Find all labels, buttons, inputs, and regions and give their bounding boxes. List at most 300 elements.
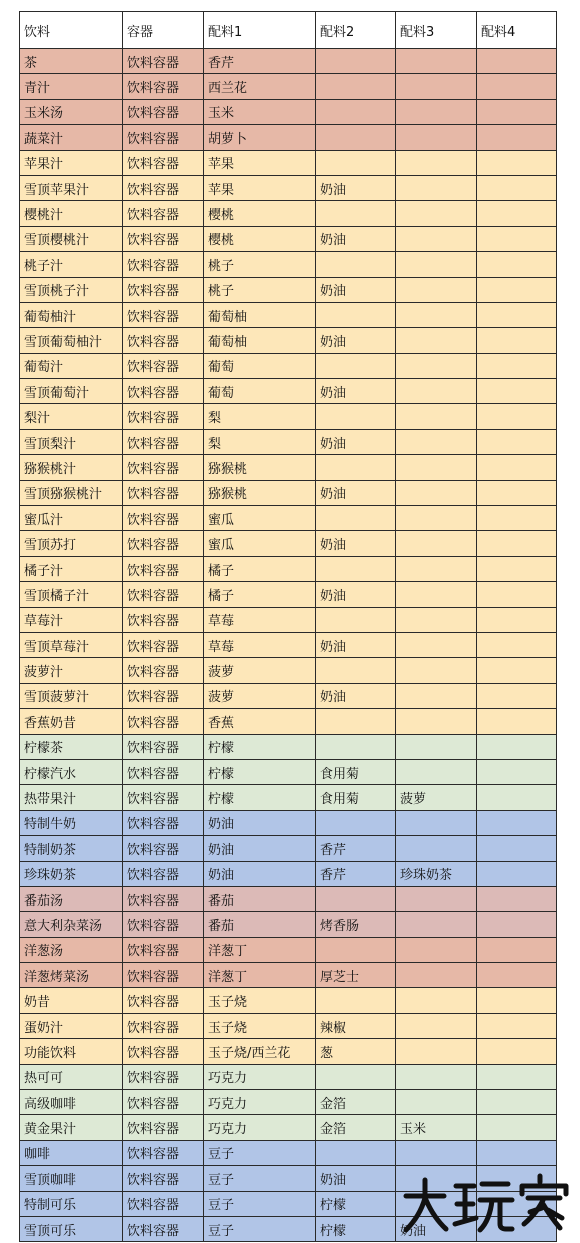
drink-cell: 特制牛奶 [20, 810, 123, 835]
header-cell: 配料2 [316, 12, 396, 49]
table-row [20, 404, 557, 429]
ingredient3-cell [396, 607, 477, 632]
container-cell: 饮料容器 [123, 1090, 204, 1115]
ingredient2-cell [316, 607, 396, 632]
ingredient3-cell [396, 709, 477, 734]
ingredient3-cell [396, 429, 477, 454]
ingredient1-cell: 玉米 [204, 99, 316, 124]
drink-cell: 菠萝汁 [20, 658, 123, 683]
drink-cell: 黄金果汁 [20, 1115, 123, 1140]
ingredient2-cell: 奶油 [316, 328, 396, 353]
ingredient2-cell [316, 709, 396, 734]
ingredient4-cell [477, 810, 557, 835]
ingredient3-cell [396, 963, 477, 988]
ingredient4-cell [477, 404, 557, 429]
ingredient2-cell [316, 74, 396, 99]
container-cell: 饮料容器 [123, 810, 204, 835]
table-row [20, 302, 557, 327]
ingredient2-cell: 柠檬 [316, 1191, 396, 1216]
container-cell: 饮料容器 [123, 125, 204, 150]
table-row [20, 125, 557, 150]
ingredient3-cell: 奶油 [396, 1216, 477, 1241]
ingredient4-cell [477, 709, 557, 734]
table-row [20, 683, 557, 708]
ingredient2-cell: 厚芝士 [316, 963, 396, 988]
table-row [20, 810, 557, 835]
table-row [20, 658, 557, 683]
table-row [20, 1090, 557, 1115]
container-cell: 饮料容器 [123, 709, 204, 734]
container-cell: 饮料容器 [123, 556, 204, 581]
ingredient4-cell [477, 531, 557, 556]
ingredient4-cell [477, 912, 557, 937]
container-cell: 饮料容器 [123, 404, 204, 429]
table-row [20, 252, 557, 277]
ingredient2-cell [316, 353, 396, 378]
container-cell: 饮料容器 [123, 1191, 204, 1216]
container-cell: 饮料容器 [123, 379, 204, 404]
table-row [20, 74, 557, 99]
ingredient2-cell: 葱 [316, 1039, 396, 1064]
container-cell: 饮料容器 [123, 1140, 204, 1165]
ingredient4-cell [477, 1115, 557, 1140]
table-row [20, 759, 557, 784]
ingredient3-cell [396, 379, 477, 404]
ingredient1-cell: 巧克力 [204, 1064, 316, 1089]
ingredient3-cell [396, 302, 477, 327]
ingredient4-cell [477, 49, 557, 74]
ingredient1-cell: 梨 [204, 404, 316, 429]
drink-cell: 雪顶苹果汁 [20, 175, 123, 200]
drink-cell: 高级咖啡 [20, 1090, 123, 1115]
ingredient2-cell: 奶油 [316, 429, 396, 454]
ingredient1-cell: 奶油 [204, 810, 316, 835]
ingredient4-cell [477, 353, 557, 378]
container-cell: 饮料容器 [123, 1216, 204, 1241]
ingredient4-cell [477, 379, 557, 404]
ingredient4-cell [477, 1013, 557, 1038]
ingredient3-cell: 玉米 [396, 1115, 477, 1140]
drink-cell: 葡萄柚汁 [20, 302, 123, 327]
ingredient1-cell: 番茄 [204, 886, 316, 911]
ingredient2-cell: 奶油 [316, 226, 396, 251]
header-cell: 配料3 [396, 12, 477, 49]
drink-cell: 梨汁 [20, 404, 123, 429]
ingredient2-cell [316, 125, 396, 150]
container-cell: 饮料容器 [123, 861, 204, 886]
ingredient1-cell: 西兰花 [204, 74, 316, 99]
container-cell: 饮料容器 [123, 912, 204, 937]
ingredient2-cell: 奶油 [316, 632, 396, 657]
ingredient1-cell: 柠檬 [204, 734, 316, 759]
ingredient1-cell: 菠萝 [204, 683, 316, 708]
table-row [20, 607, 557, 632]
ingredient1-cell: 柠檬 [204, 785, 316, 810]
container-cell: 饮料容器 [123, 226, 204, 251]
ingredient4-cell [477, 886, 557, 911]
drink-cell: 樱桃汁 [20, 201, 123, 226]
ingredient1-cell: 桃子 [204, 277, 316, 302]
table-row [20, 734, 557, 759]
table-row [20, 582, 557, 607]
ingredient1-cell: 樱桃 [204, 226, 316, 251]
ingredient3-cell [396, 531, 477, 556]
ingredient2-cell [316, 49, 396, 74]
ingredient3-cell [396, 683, 477, 708]
ingredient4-cell [477, 632, 557, 657]
ingredient3-cell [396, 74, 477, 99]
ingredient4-cell [477, 277, 557, 302]
table-row [20, 455, 557, 480]
drink-cell: 功能饮料 [20, 1039, 123, 1064]
ingredient3-cell [396, 99, 477, 124]
table-row [20, 429, 557, 454]
ingredient3-cell [396, 506, 477, 531]
ingredient4-cell [477, 455, 557, 480]
table-row [20, 175, 557, 200]
table-row [20, 886, 557, 911]
drink-cell: 柠檬茶 [20, 734, 123, 759]
ingredient4-cell [477, 226, 557, 251]
drink-cell: 奶昔 [20, 988, 123, 1013]
ingredient1-cell: 梨 [204, 429, 316, 454]
ingredient4-cell [477, 252, 557, 277]
ingredient3-cell [396, 1064, 477, 1089]
ingredient1-cell: 柠檬 [204, 759, 316, 784]
ingredient4-cell [477, 125, 557, 150]
ingredient2-cell [316, 1064, 396, 1089]
ingredient1-cell: 桃子 [204, 252, 316, 277]
ingredient3-cell [396, 277, 477, 302]
drink-cell: 雪顶樱桃汁 [20, 226, 123, 251]
ingredient1-cell: 胡萝卜 [204, 125, 316, 150]
drink-cell: 热可可 [20, 1064, 123, 1089]
ingredient2-cell [316, 404, 396, 429]
ingredient2-cell: 香芹 [316, 861, 396, 886]
table-row [20, 1013, 557, 1038]
ingredient2-cell: 食用菊 [316, 759, 396, 784]
ingredient1-cell: 橘子 [204, 582, 316, 607]
header-row [20, 12, 557, 49]
ingredient4-cell [477, 556, 557, 581]
ingredient1-cell: 奶油 [204, 861, 316, 886]
ingredient2-cell: 辣椒 [316, 1013, 396, 1038]
table-row [20, 531, 557, 556]
ingredient1-cell: 玉子烧 [204, 1013, 316, 1038]
drink-cell: 雪顶葡萄柚汁 [20, 328, 123, 353]
ingredient1-cell: 豆子 [204, 1191, 316, 1216]
ingredient3-cell [396, 582, 477, 607]
ingredient1-cell: 巧克力 [204, 1115, 316, 1140]
ingredient2-cell [316, 988, 396, 1013]
ingredient3-cell [396, 810, 477, 835]
table-row [20, 1064, 557, 1089]
drink-cell: 雪顶苏打 [20, 531, 123, 556]
ingredient4-cell [477, 658, 557, 683]
ingredient1-cell: 巧克力 [204, 1090, 316, 1115]
ingredient1-cell: 豆子 [204, 1166, 316, 1191]
ingredient4-cell [477, 150, 557, 175]
ingredient4-cell [477, 785, 557, 810]
container-cell: 饮料容器 [123, 531, 204, 556]
ingredient1-cell: 苹果 [204, 150, 316, 175]
container-cell: 饮料容器 [123, 99, 204, 124]
ingredient1-cell: 葡萄柚 [204, 328, 316, 353]
container-cell: 饮料容器 [123, 328, 204, 353]
container-cell: 饮料容器 [123, 175, 204, 200]
drink-cell: 雪顶草莓汁 [20, 632, 123, 657]
drink-cell: 珍珠奶茶 [20, 861, 123, 886]
recipe-table [19, 11, 557, 1242]
ingredient3-cell [396, 988, 477, 1013]
container-cell: 饮料容器 [123, 277, 204, 302]
container-cell: 饮料容器 [123, 1115, 204, 1140]
container-cell: 饮料容器 [123, 429, 204, 454]
container-cell: 饮料容器 [123, 74, 204, 99]
ingredient4-cell [477, 302, 557, 327]
drink-cell: 番茄汤 [20, 886, 123, 911]
ingredient1-cell: 草莓 [204, 607, 316, 632]
ingredient4-cell [477, 328, 557, 353]
ingredient2-cell: 柠檬 [316, 1216, 396, 1241]
ingredient4-cell [477, 1090, 557, 1115]
ingredient2-cell: 奶油 [316, 379, 396, 404]
container-cell: 饮料容器 [123, 632, 204, 657]
table-row [20, 480, 557, 505]
ingredient4-cell [477, 963, 557, 988]
ingredient1-cell: 橘子 [204, 556, 316, 581]
ingredient4-cell [477, 429, 557, 454]
container-cell: 饮料容器 [123, 150, 204, 175]
ingredient2-cell: 奶油 [316, 175, 396, 200]
drink-cell: 雪顶橘子汁 [20, 582, 123, 607]
ingredient4-cell [477, 74, 557, 99]
ingredient3-cell [396, 455, 477, 480]
ingredient1-cell: 葡萄柚 [204, 302, 316, 327]
ingredient2-cell [316, 201, 396, 226]
container-cell: 饮料容器 [123, 480, 204, 505]
ingredient3-cell [396, 175, 477, 200]
ingredient2-cell: 金箔 [316, 1090, 396, 1115]
ingredient2-cell: 奶油 [316, 531, 396, 556]
ingredient1-cell: 洋葱丁 [204, 937, 316, 962]
drink-cell: 蛋奶汁 [20, 1013, 123, 1038]
ingredient4-cell [477, 582, 557, 607]
ingredient3-cell [396, 226, 477, 251]
ingredient4-cell [477, 988, 557, 1013]
ingredient2-cell: 奶油 [316, 1166, 396, 1191]
ingredient3-cell [396, 1039, 477, 1064]
container-cell: 饮料容器 [123, 607, 204, 632]
container-cell: 饮料容器 [123, 1013, 204, 1038]
header-cell: 容器 [123, 12, 204, 49]
ingredient2-cell [316, 506, 396, 531]
table-row [20, 963, 557, 988]
container-cell: 饮料容器 [123, 582, 204, 607]
ingredient1-cell: 蜜瓜 [204, 506, 316, 531]
ingredient3-cell [396, 556, 477, 581]
drink-cell: 洋葱烤菜汤 [20, 963, 123, 988]
ingredient2-cell: 奶油 [316, 277, 396, 302]
ingredient1-cell: 洋葱丁 [204, 963, 316, 988]
drink-cell: 雪顶咖啡 [20, 1166, 123, 1191]
ingredient4-cell [477, 506, 557, 531]
ingredient3-cell [396, 658, 477, 683]
container-cell: 饮料容器 [123, 201, 204, 226]
ingredient3-cell [396, 49, 477, 74]
table-row [20, 912, 557, 937]
ingredient3-cell [396, 150, 477, 175]
ingredient3-cell [396, 252, 477, 277]
ingredient4-cell [477, 607, 557, 632]
ingredient3-cell [396, 201, 477, 226]
container-cell: 饮料容器 [123, 506, 204, 531]
ingredient2-cell: 香芹 [316, 836, 396, 861]
drink-cell: 雪顶桃子汁 [20, 277, 123, 302]
ingredient3-cell [396, 1090, 477, 1115]
drink-cell: 茶 [20, 49, 123, 74]
header-cell: 饮料 [20, 12, 123, 49]
ingredient4-cell [477, 201, 557, 226]
ingredient2-cell [316, 734, 396, 759]
ingredient3-cell [396, 759, 477, 784]
ingredient1-cell: 番茄 [204, 912, 316, 937]
ingredient4-cell [477, 937, 557, 962]
ingredient2-cell [316, 1140, 396, 1165]
ingredient2-cell [316, 937, 396, 962]
ingredient4-cell [477, 734, 557, 759]
ingredient4-cell [477, 683, 557, 708]
ingredient4-cell [477, 480, 557, 505]
ingredient1-cell: 葡萄 [204, 379, 316, 404]
drink-cell: 雪顶猕猴桃汁 [20, 480, 123, 505]
ingredient3-cell [396, 836, 477, 861]
ingredient4-cell [477, 759, 557, 784]
ingredient3-cell: 珍珠奶茶 [396, 861, 477, 886]
drink-cell: 猕猴桃汁 [20, 455, 123, 480]
drink-cell: 热带果汁 [20, 785, 123, 810]
ingredient3-cell: 菠萝 [396, 785, 477, 810]
ingredient1-cell: 猕猴桃 [204, 455, 316, 480]
table-body [20, 49, 557, 1242]
table-row [20, 379, 557, 404]
table-row [20, 150, 557, 175]
table-row [20, 1039, 557, 1064]
drink-cell: 特制奶茶 [20, 836, 123, 861]
ingredient2-cell: 奶油 [316, 480, 396, 505]
drink-cell: 雪顶可乐 [20, 1216, 123, 1241]
ingredient2-cell [316, 302, 396, 327]
ingredient1-cell: 苹果 [204, 175, 316, 200]
table-row [20, 277, 557, 302]
ingredient3-cell [396, 1140, 477, 1165]
ingredient4-cell [477, 836, 557, 861]
ingredient1-cell: 香芹 [204, 49, 316, 74]
ingredient2-cell [316, 810, 396, 835]
ingredient2-cell [316, 150, 396, 175]
table-row [20, 1115, 557, 1140]
watermark-logo [400, 1172, 570, 1236]
table-row [20, 988, 557, 1013]
table-row [20, 226, 557, 251]
ingredient1-cell: 菠萝 [204, 658, 316, 683]
ingredient4-cell [477, 861, 557, 886]
table-row [20, 99, 557, 124]
ingredient3-cell [396, 632, 477, 657]
ingredient2-cell [316, 886, 396, 911]
ingredient1-cell: 豆子 [204, 1216, 316, 1241]
ingredient1-cell: 玉子烧/西兰花 [204, 1039, 316, 1064]
ingredient2-cell [316, 455, 396, 480]
header-cell: 配料1 [204, 12, 316, 49]
container-cell: 饮料容器 [123, 1166, 204, 1191]
drink-cell: 雪顶葡萄汁 [20, 379, 123, 404]
container-cell: 饮料容器 [123, 49, 204, 74]
ingredient2-cell [316, 658, 396, 683]
ingredient1-cell: 猕猴桃 [204, 480, 316, 505]
table-row [20, 328, 557, 353]
ingredient4-cell [477, 175, 557, 200]
drink-cell: 咖啡 [20, 1140, 123, 1165]
ingredient4-cell [477, 1039, 557, 1064]
drink-cell: 蜜瓜汁 [20, 506, 123, 531]
ingredient1-cell: 樱桃 [204, 201, 316, 226]
container-cell: 饮料容器 [123, 836, 204, 861]
ingredient1-cell: 草莓 [204, 632, 316, 657]
drink-cell: 雪顶菠萝汁 [20, 683, 123, 708]
ingredient3-cell [396, 937, 477, 962]
ingredient2-cell: 金箔 [316, 1115, 396, 1140]
table-row [20, 709, 557, 734]
ingredient2-cell: 食用菊 [316, 785, 396, 810]
ingredient3-cell [396, 125, 477, 150]
drink-cell: 洋葱汤 [20, 937, 123, 962]
drink-cell: 玉米汤 [20, 99, 123, 124]
ingredient2-cell: 奶油 [316, 683, 396, 708]
drink-cell: 桃子汁 [20, 252, 123, 277]
drink-cell: 蔬菜汁 [20, 125, 123, 150]
container-cell: 饮料容器 [123, 759, 204, 784]
container-cell: 饮料容器 [123, 1064, 204, 1089]
ingredient4-cell [477, 99, 557, 124]
container-cell: 饮料容器 [123, 302, 204, 327]
table-row [20, 201, 557, 226]
drink-cell: 葡萄汁 [20, 353, 123, 378]
ingredient1-cell: 奶油 [204, 836, 316, 861]
table-row [20, 506, 557, 531]
drink-cell: 橘子汁 [20, 556, 123, 581]
drink-cell: 柠檬汽水 [20, 759, 123, 784]
ingredient2-cell [316, 252, 396, 277]
ingredient3-cell [396, 912, 477, 937]
ingredient2-cell: 烤香肠 [316, 912, 396, 937]
drink-cell: 特制可乐 [20, 1191, 123, 1216]
ingredient3-cell [396, 886, 477, 911]
ingredient3-cell [396, 353, 477, 378]
container-cell: 饮料容器 [123, 252, 204, 277]
table-row [20, 49, 557, 74]
drink-cell: 雪顶梨汁 [20, 429, 123, 454]
table-row [20, 836, 557, 861]
container-cell: 饮料容器 [123, 455, 204, 480]
container-cell: 饮料容器 [123, 353, 204, 378]
drink-cell: 香蕉奶昔 [20, 709, 123, 734]
container-cell: 饮料容器 [123, 886, 204, 911]
ingredient1-cell: 香蕉 [204, 709, 316, 734]
ingredient1-cell: 葡萄 [204, 353, 316, 378]
ingredient4-cell [477, 1140, 557, 1165]
ingredient2-cell [316, 556, 396, 581]
